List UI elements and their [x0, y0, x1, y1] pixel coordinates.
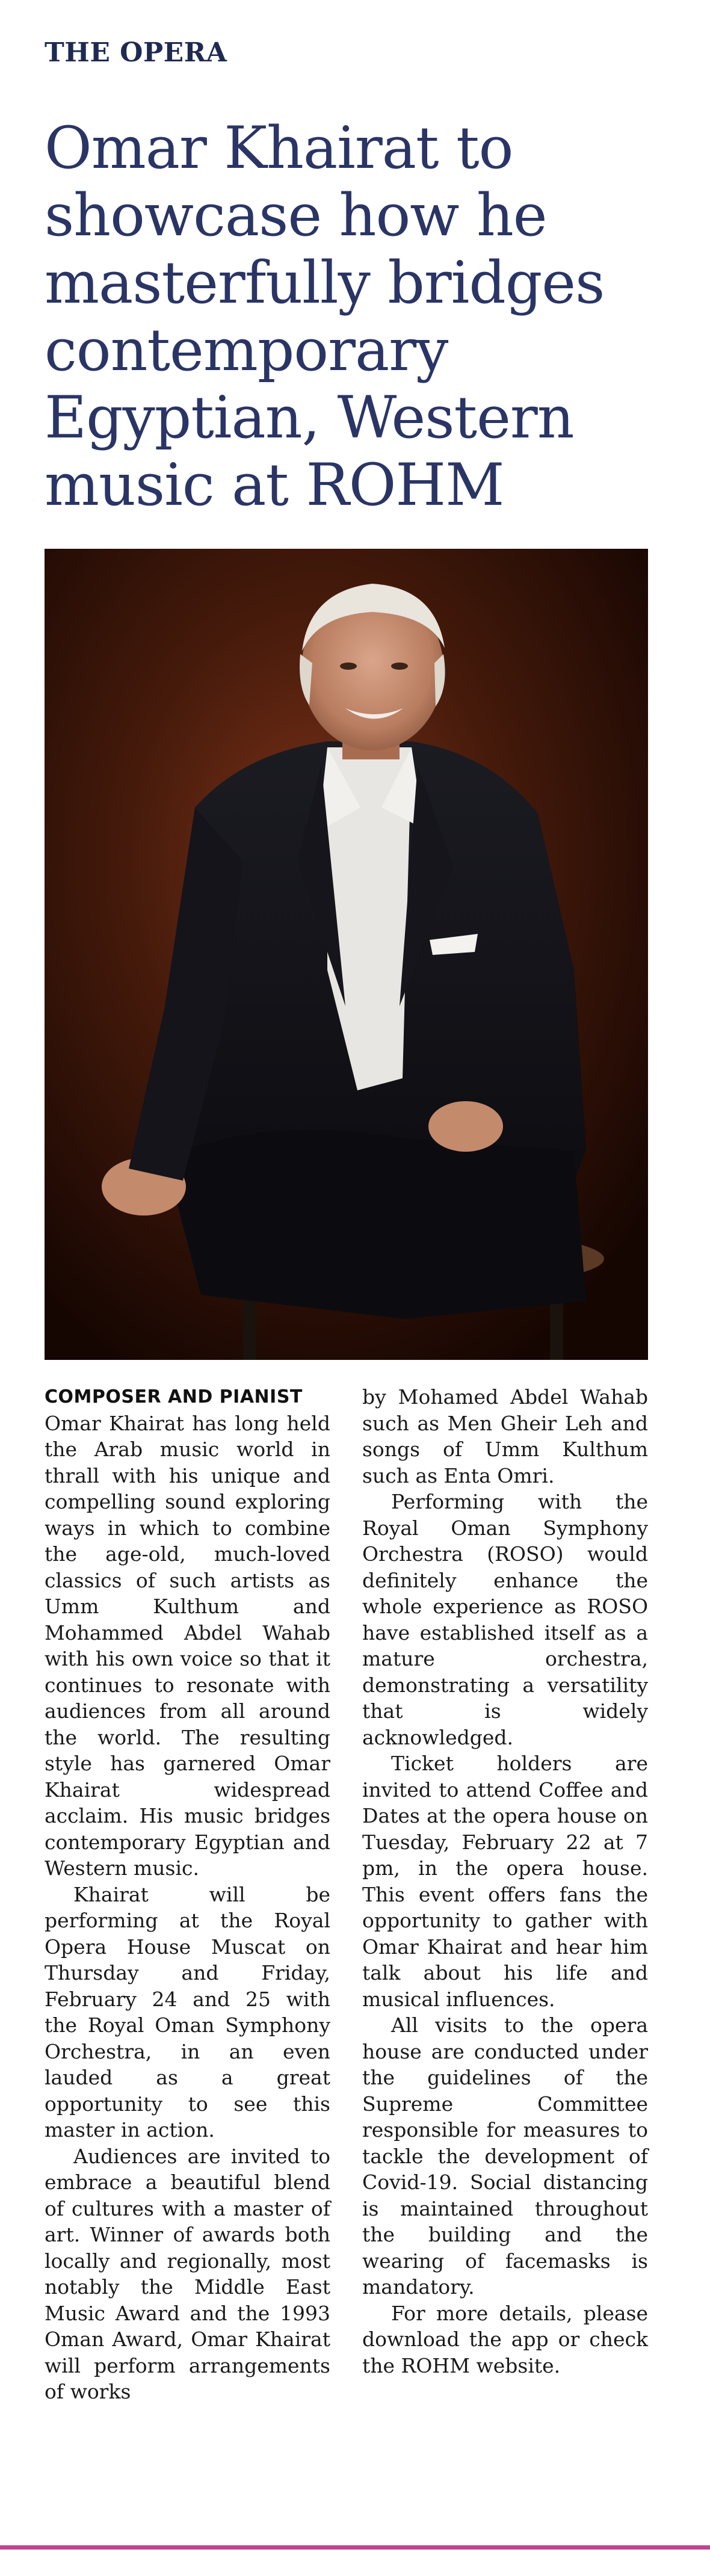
paragraph: Khairat will be performing at the Royal Opera House Muscat on Thursday and Friday, February 24 and 25 with the Royal Oman Symphony Orchestra, in an even lauded as a great opportunity to see this master in action.: [45, 1882, 330, 2142]
bottom-rule: [0, 2545, 710, 2550]
paragraph: [45, 1384, 330, 1882]
article-headline: Omar Khairat to showcase how he masterfully bridges contemporary Egyptian, Western music at ROHM: [45, 114, 605, 519]
section-label: THE OPERA: [45, 37, 227, 68]
paragraph: Audiences are invited to embrace a beautiful blend of cultures with a master of art. Winner of awards both locally and regionally, most notably the Middle East Music Award and the 1993 Oman Award, Omar Khairat will perform arrangements of works: [45, 2144, 330, 2403]
article-body: [45, 1384, 648, 2527]
paragraph-text: Omar Khairat has long held the Arab music world in thrall with his unique and compelling sound exploring ways in which to combine the age-old, much-loved classics of such artists as Umm Kulthum and Mohammed Abdel Wahab with his own voice so that it continues to resonate with audiences from all around the world. The resulting style has garnered Omar Khairat widespread acclaim. His music bridges contemporary Egyptian and Western music.: [45, 1411, 330, 1880]
paragraph: Ticket holders are invited to attend Coffee and Dates at the opera house on Tuesday, February 22 at 7 pm, in the opera house. This event offers fans the opportunity to gather with Omar Khairat and hear him talk about his life and musical influences.: [362, 1752, 648, 2011]
column-right: [362, 1384, 648, 2379]
paragraph: by Mohamed Abdel Wahab such as Men Gheir Leh and songs of Umm Kulthum such as Enta Omri.: [362, 1385, 648, 1487]
column-left: [45, 1384, 330, 2405]
paragraph: Performing with the Royal Oman Symphony Orchestra (ROSO) would definitely enhance the whole experience as ROSO have established itself as a mature orchestra, demonstrating a versatility that is widely acknowledged.: [362, 1490, 648, 1749]
kicker: COMPOSER AND PIANIST: [45, 1386, 303, 1407]
paragraph: All visits to the opera house are conducted under the guidelines of the Supreme Committee responsible for measures to tackle the development of Covid-19. Social distancing is maintained throughout the building and the wearing of facemasks is mandatory.: [362, 2013, 648, 2299]
paragraph: For more details, please download the app or check the ROHM website.: [362, 2301, 648, 2377]
portrait-photo: [45, 549, 648, 1360]
